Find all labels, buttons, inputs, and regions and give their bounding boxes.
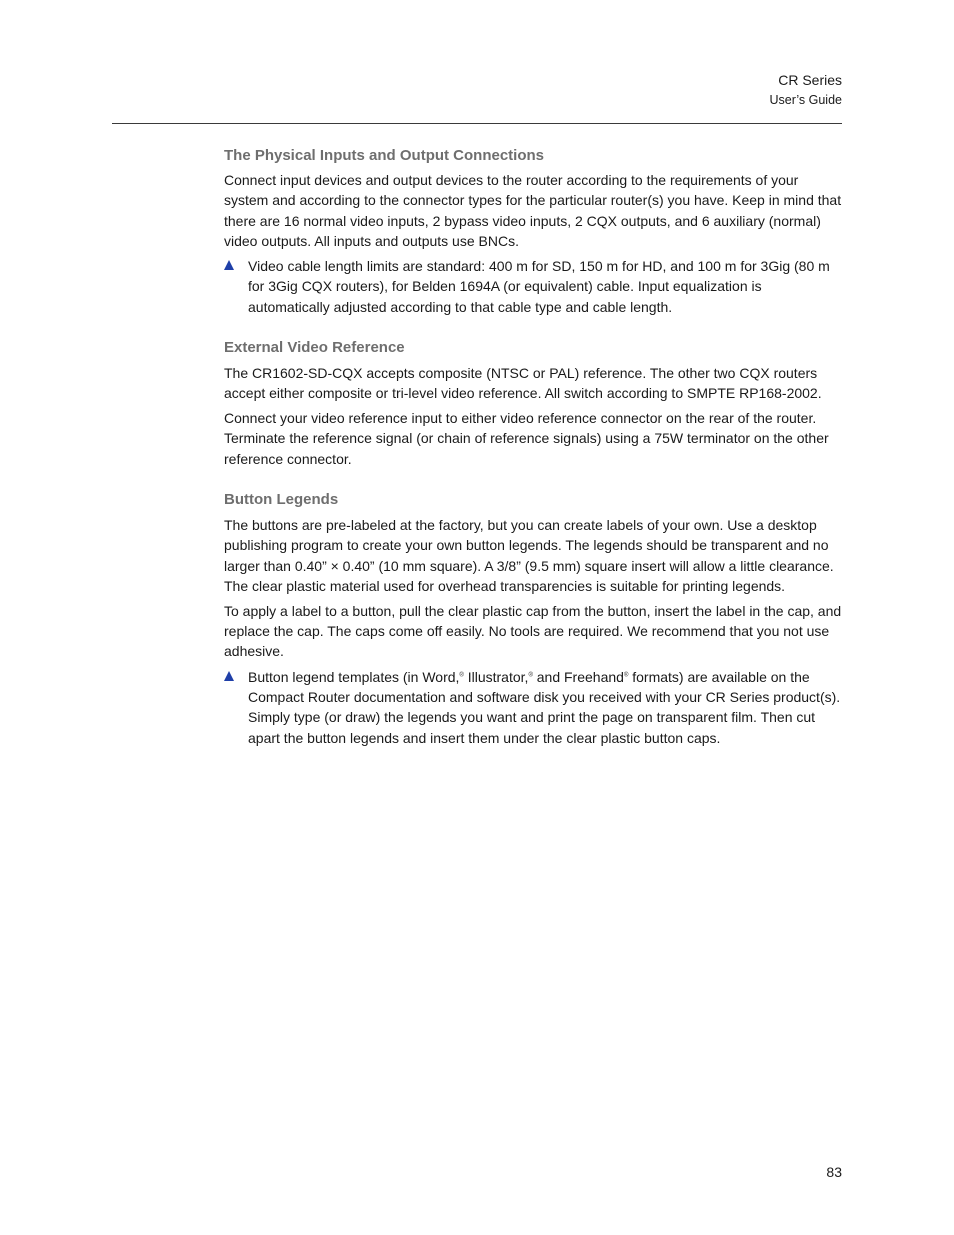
registered-mark: ® (459, 671, 464, 678)
note-text-part-2: Illustrator, (463, 668, 529, 685)
cable-length-note-text: Video cable length limits are standard: 400 m for SD, 150 m for HD, and 100 m for 3Gig (80 m for 3Gig CQX routers), for Belden 1694A (or equivalent) cable. Input equalization is automatically adjusted according to that cable type and cable length. (248, 258, 830, 315)
physical-connections-paragraph: Connect input devices and output devices to the router according to the requirements of your system and according to the connector types for the particular router(s) you have. Keep in mind that there are 16 normal video inputs, 2 bypass video inputs, 2 CQX outputs, and 6 auxiliary (normal) video outputs. All inputs and outputs use BNCs. (224, 172, 842, 249)
cable-length-note (224, 256, 842, 317)
legend-templates-note (224, 667, 842, 748)
section-heading-physical-connections: The Physical Inputs and Output Connections (224, 147, 545, 164)
reference-paragraph-2: Connect your video reference input to either video reference connector on the rear of the router. Terminate the reference signal (or chain of reference signals) using a 75W terminator on the other reference connector. (224, 410, 829, 467)
triangle-icon (224, 260, 234, 270)
note-text-part-1: Button legend templates (in Word, (248, 668, 460, 685)
page-number: 83 (826, 1164, 842, 1180)
page-content (224, 144, 842, 748)
legends-paragraph-2: To apply a label to a button, pull the clear plastic cap from the button, insert the label in the cap, and replace the cap. The caps come off easily. No tools are required. We recommend that you not use adhesive. (224, 602, 842, 660)
registered-mark: ® (528, 671, 533, 678)
note-text-part-4: formats) are available on the Compact Router documentation and software disk you received with your CR Series product(s). Simply type (or draw) the legends you want and print the page on transparent film. Then cut apart the button legends and insert them under the clear plastic button caps. (248, 668, 841, 746)
registered-mark: ® (623, 671, 629, 678)
running-head (770, 70, 843, 109)
section-heading-button-legends: Button Legends (224, 491, 339, 509)
reference-paragraph-1: The CR1602-SD-CQX accepts composite (NTSC or PAL) reference. The other two CQX routers accept either composite or tri-level video reference. All switch according to SMPTE RP168-2002. (224, 365, 822, 402)
section-heading-external-reference: External Video Reference (224, 339, 405, 357)
triangle-icon (224, 671, 234, 681)
legend-templates-note-text (248, 667, 842, 748)
running-head-title: CR Series (778, 72, 842, 88)
header-rule (112, 123, 842, 124)
running-head-subtitle: User’s Guide (769, 93, 842, 107)
legends-paragraph-1: The buttons are pre-labeled at the factory, but you can create labels of your own. Use a desktop publishing program to create your own button legends. The legends should be transparent and no larger than 0.40” × 0.40” (10 mm square). A 3/8” (9.5 mm) square insert will allow a little clearance. The clear plastic material used for overhead transparencies is suitable for printing legends. (224, 517, 834, 594)
note-text-part-3: and Freehand (532, 668, 624, 685)
